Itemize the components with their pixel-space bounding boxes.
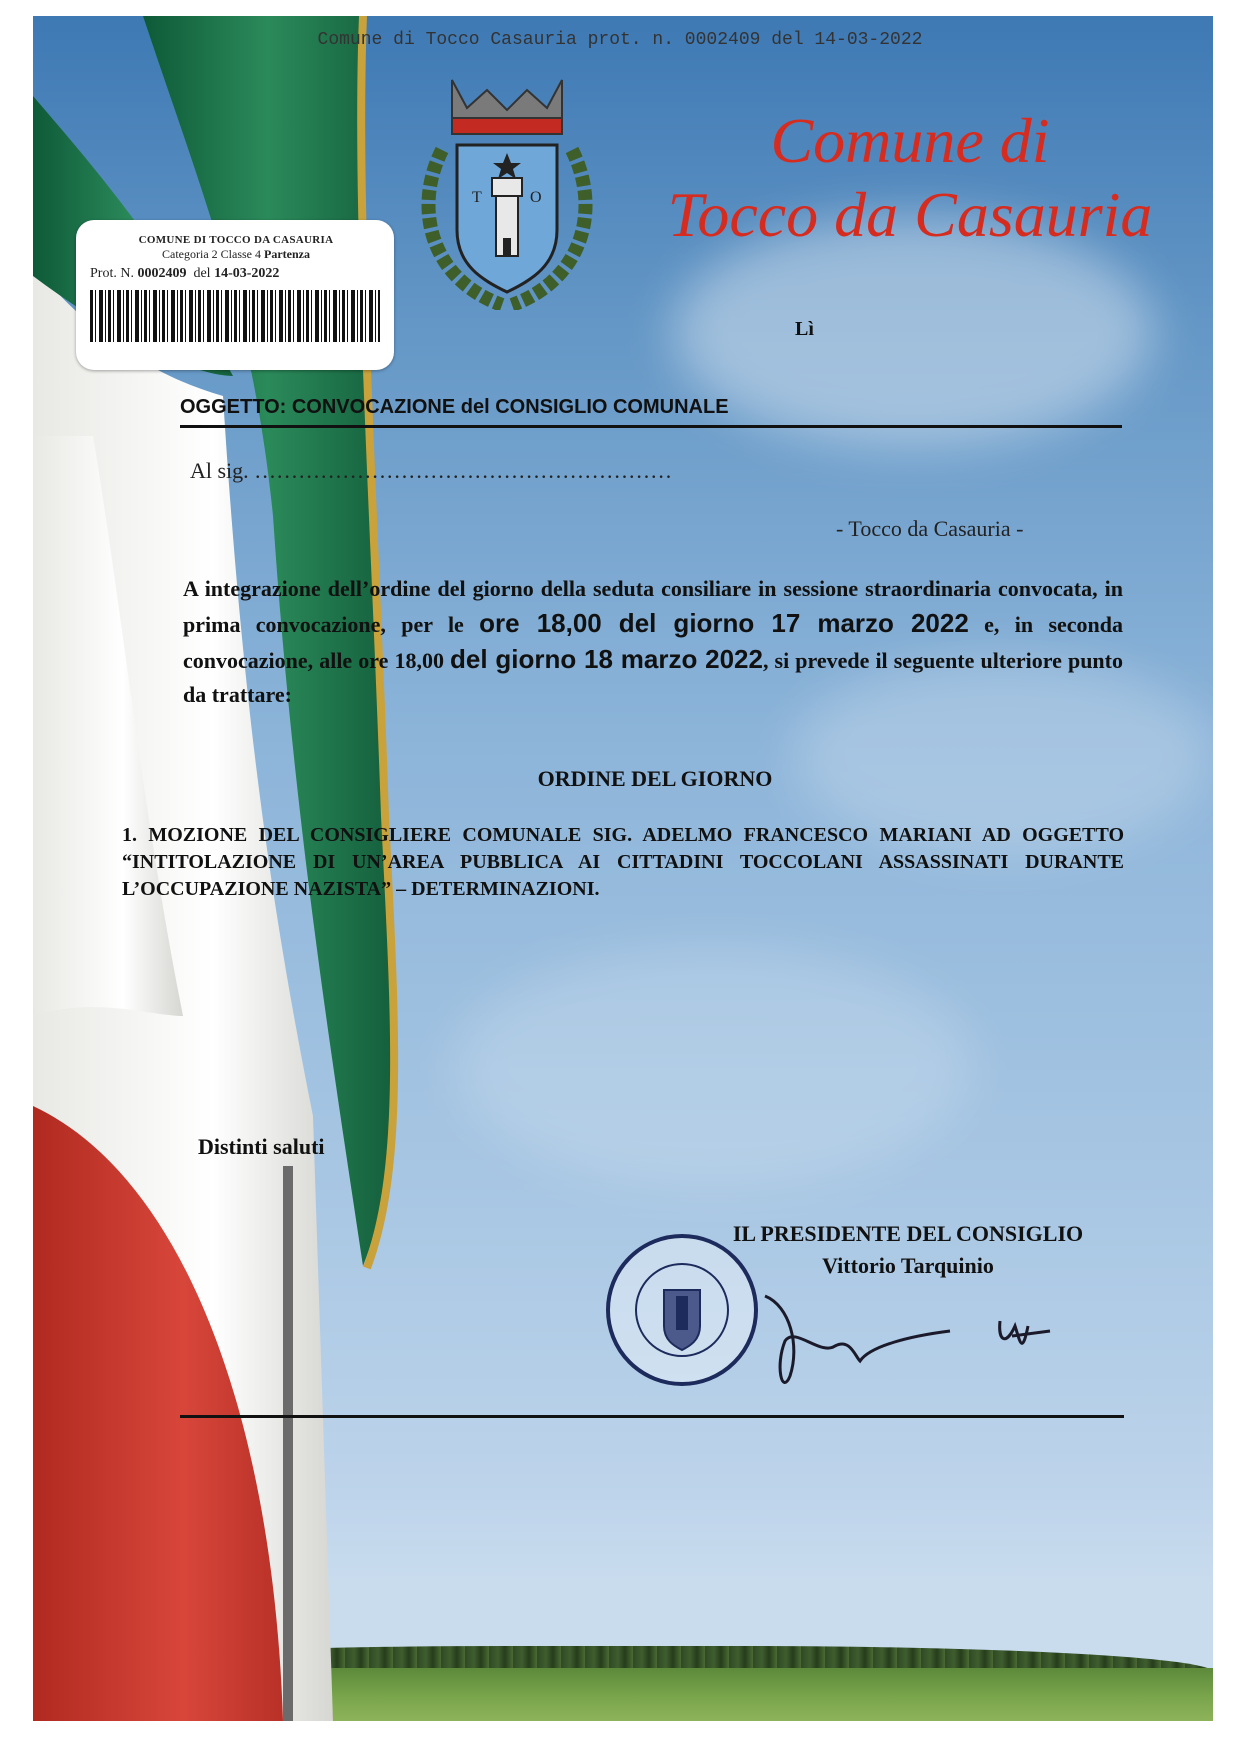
- cloud: [453, 946, 973, 1186]
- place-label: Lì: [795, 318, 814, 340]
- recipient-location: - Tocco da Casauria -: [836, 516, 1024, 541]
- recipient-line: Al sig. …………………………………………………: [190, 458, 673, 483]
- closing-greeting: Distinti saluti: [198, 1134, 325, 1159]
- crest-letter-o: O: [530, 189, 542, 206]
- agenda-item: 1. MOZIONE DEL CONSIGLIERE COMUNALE SIG. ADELMO FRANCESCO MARIANI AD OGGETTO “INTITOLAZIONE DI UN’AREA PUBBLICA AI CITTADINI TOCCOLANI ASSASSINATI DURANTE L’OCCUPAZIONE NAZISTA” – DETERMINAZIONI.: [122, 824, 1124, 900]
- municipal-crest-icon: [412, 70, 602, 310]
- official-stamp-icon: [602, 1230, 762, 1390]
- protocol-sticker: [76, 220, 394, 370]
- municipality-title: [600, 104, 1220, 252]
- sticker-classification: Categoria 2 Classe 4 Partenza: [162, 247, 310, 261]
- subject-line: OGGETTO: CONVOCAZIONE del CONSIGLIO COMUNALE: [180, 396, 1122, 428]
- protocol-header-line: Comune di Tocco Casauria prot. n. 0002409 del 14-03-2022: [317, 30, 923, 50]
- barcode: [90, 290, 380, 342]
- signatory-name: Vittorio Tarquinio: [822, 1253, 994, 1278]
- agenda-title: ORDINE DEL GIORNO: [537, 766, 773, 791]
- municipality-title-line1: Comune di: [770, 105, 1050, 176]
- sticker-entity: COMUNE DI TOCCO DA CASAURIA: [138, 234, 334, 246]
- bottom-divider: [180, 1415, 1124, 1418]
- municipality-title-line2: Tocco da Casauria: [667, 179, 1153, 250]
- convocation-paragraph: A integrazione dell’ordine del giorno della seduta consiliare in sessione straordinaria convocata, in prima convocazione, per le ore 18,00 del giorno 17 marzo 2022 e, in seconda convocazione, alle ore 18,00 del giorno 18 marzo 2022, si prevede il seguente ulteriore punto da trattare:: [183, 576, 1124, 707]
- sticker-protocol: Prot. N. 0002409 del 14-03-2022: [90, 266, 280, 281]
- handwritten-signature: [760, 1286, 1080, 1406]
- signatory-role: IL PRESIDENTE DEL CONSIGLIO: [732, 1221, 1084, 1246]
- crest-letter-t: T: [472, 189, 482, 206]
